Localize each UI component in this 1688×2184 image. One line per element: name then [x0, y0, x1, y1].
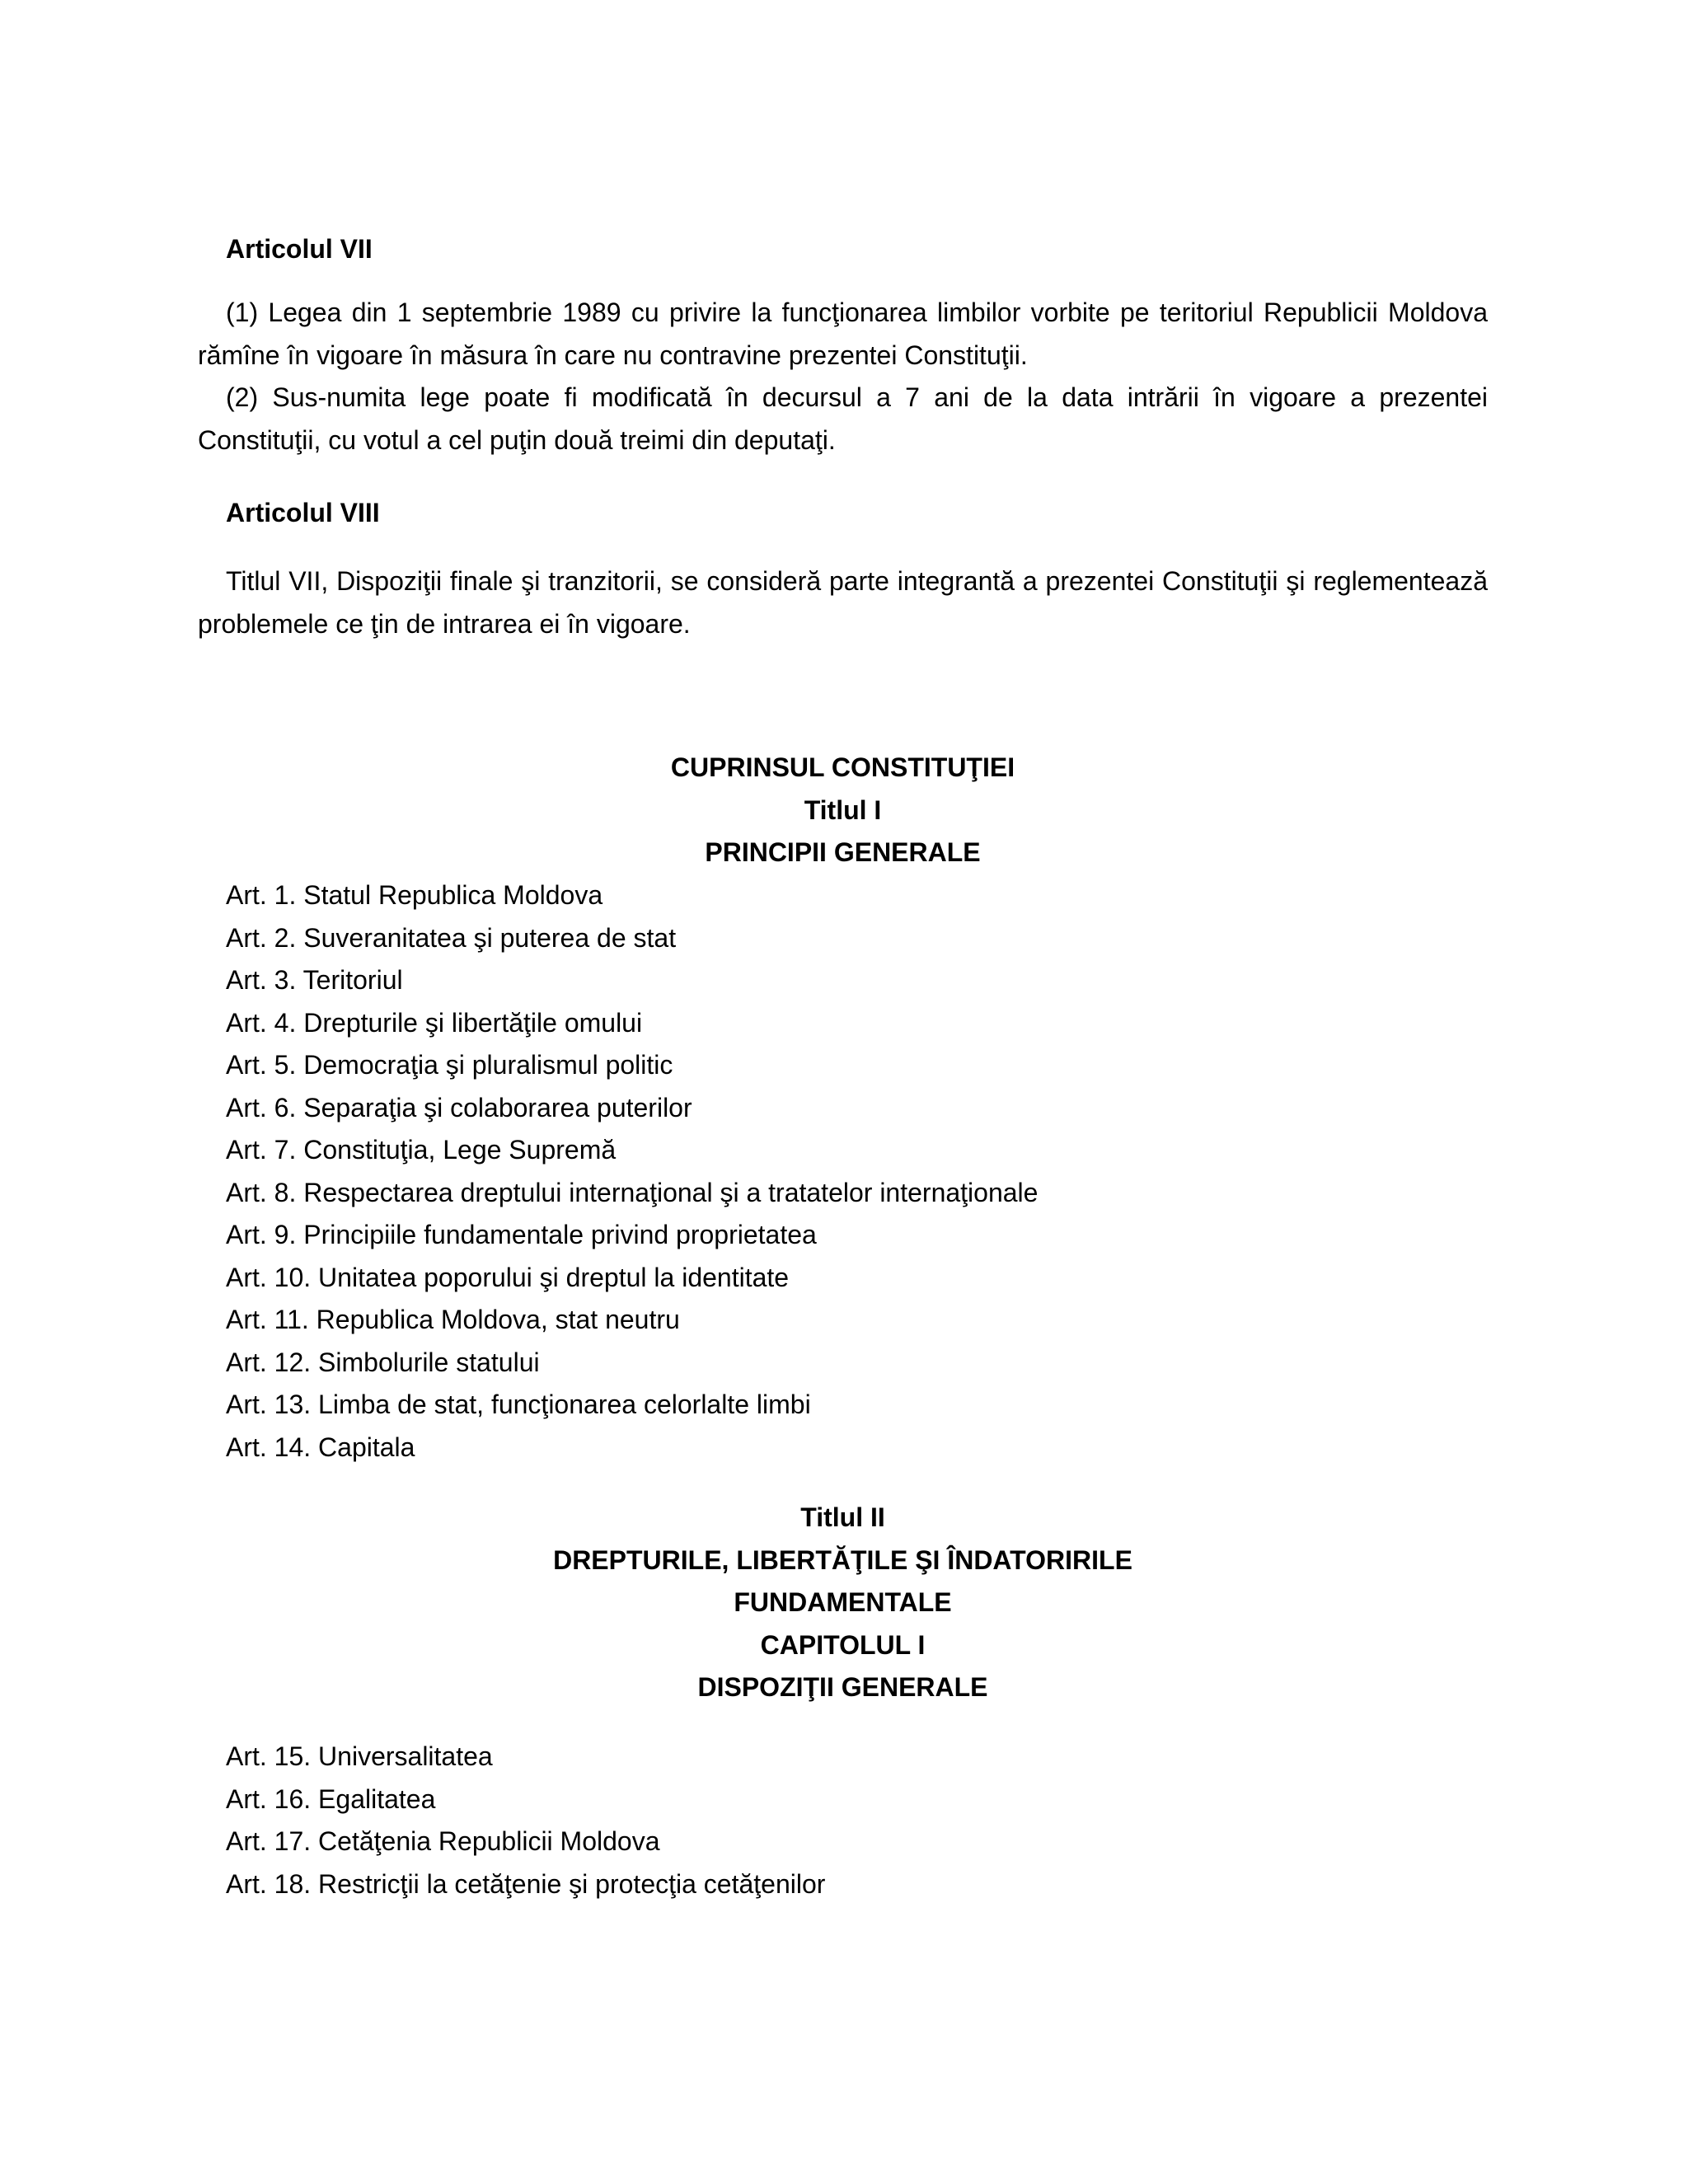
contents-title: CUPRINSUL CONSTITUŢIEI	[670, 752, 1015, 782]
toc-entry: Art. 8. Respectarea dreptului internaţional şi a tratatelor internaţionale	[226, 1177, 1039, 1207]
article-vii-paragraph-1: (1) Legea din 1 septembrie 1989 cu privire la funcţionarea limbilor vorbite pe teritoriul Republicii Moldova rămîne în vigoare în măsura în care nu contravine prezentei Constituţii.	[198, 298, 1488, 370]
title-i-name: PRINCIPII GENERALE	[705, 837, 981, 867]
toc-entry: Art. 9. Principiile fundamentale privind proprietatea	[226, 1220, 817, 1249]
chapter-i-article-list	[226, 1736, 1462, 1905]
article-viii-paragraph-1: Titlul VII, Dispoziţii finale şi tranzitorii, se consideră parte integrantă a prezentei Constituţii şi reglementează problemele ce ţin de intrarea ei în vigoare.	[198, 566, 1488, 639]
chapter-i-name: DISPOZIŢII GENERALE	[697, 1672, 988, 1702]
contents-header	[198, 747, 1488, 874]
toc-entry: Art. 16. Egalitatea	[226, 1783, 436, 1814]
article-viii-heading: Articolul VIII	[226, 498, 380, 527]
toc-entry: Art. 15. Universalitatea	[226, 1741, 493, 1771]
toc-entry: Art. 7. Constituţia, Lege Supremă	[226, 1135, 617, 1165]
toc-entry: Art. 13. Limba de stat, funcţionarea celorlalte limbi	[226, 1390, 811, 1419]
article-vii-body	[198, 292, 1488, 462]
title-i-label: Titlul I	[804, 794, 882, 825]
toc-entry: Art. 3. Teritoriul	[226, 965, 403, 995]
article-vii-paragraph-2: (2) Sus-numita lege poate fi modificată în decursul a 7 ani de la data intrării în vigoare a prezentei Constituţii, cu votul a cel puţin două treimi din deputaţi.	[198, 382, 1488, 455]
toc-entry: Art. 1. Statul Republica Moldova	[226, 880, 603, 910]
toc-entry: Art. 6. Separaţia şi colaborarea puterilor	[226, 1092, 692, 1122]
toc-entry: Art. 10. Unitatea poporului şi dreptul la identitate	[226, 1262, 790, 1292]
toc-entry: Art. 11. Republica Moldova, stat neutru	[226, 1305, 680, 1334]
title-ii-name-line-2: FUNDAMENTALE	[734, 1587, 952, 1617]
article-viii-body	[198, 560, 1488, 645]
toc-entry: Art. 2. Suveranitatea şi puterea de stat	[226, 922, 677, 953]
document-page	[198, 0, 1488, 2184]
title-ii-header	[198, 1497, 1488, 1709]
toc-entry: Art. 18. Restricţii la cetăţenie şi protecţia cetăţenilor	[226, 1868, 826, 1899]
article-vii-heading: Articolul VII	[226, 234, 373, 264]
toc-entry: Art. 4. Drepturile şi libertăţile omului	[226, 1007, 643, 1038]
toc-entry: Art. 12. Simbolurile statului	[226, 1347, 540, 1377]
toc-entry: Art. 17. Cetăţenia Republicii Moldova	[226, 1826, 660, 1856]
toc-entry: Art. 14. Capitala	[226, 1432, 415, 1462]
toc-entry: Art. 5. Democraţia şi pluralismul politic	[226, 1050, 673, 1080]
chapter-i-label: CAPITOLUL I	[760, 1629, 926, 1660]
title-ii-label: Titlul II	[800, 1502, 885, 1532]
title-i-article-list	[226, 874, 1462, 1469]
title-ii-name-line-1: DREPTURILE, LIBERTĂŢILE ŞI ÎNDATORIRILE	[553, 1544, 1132, 1575]
